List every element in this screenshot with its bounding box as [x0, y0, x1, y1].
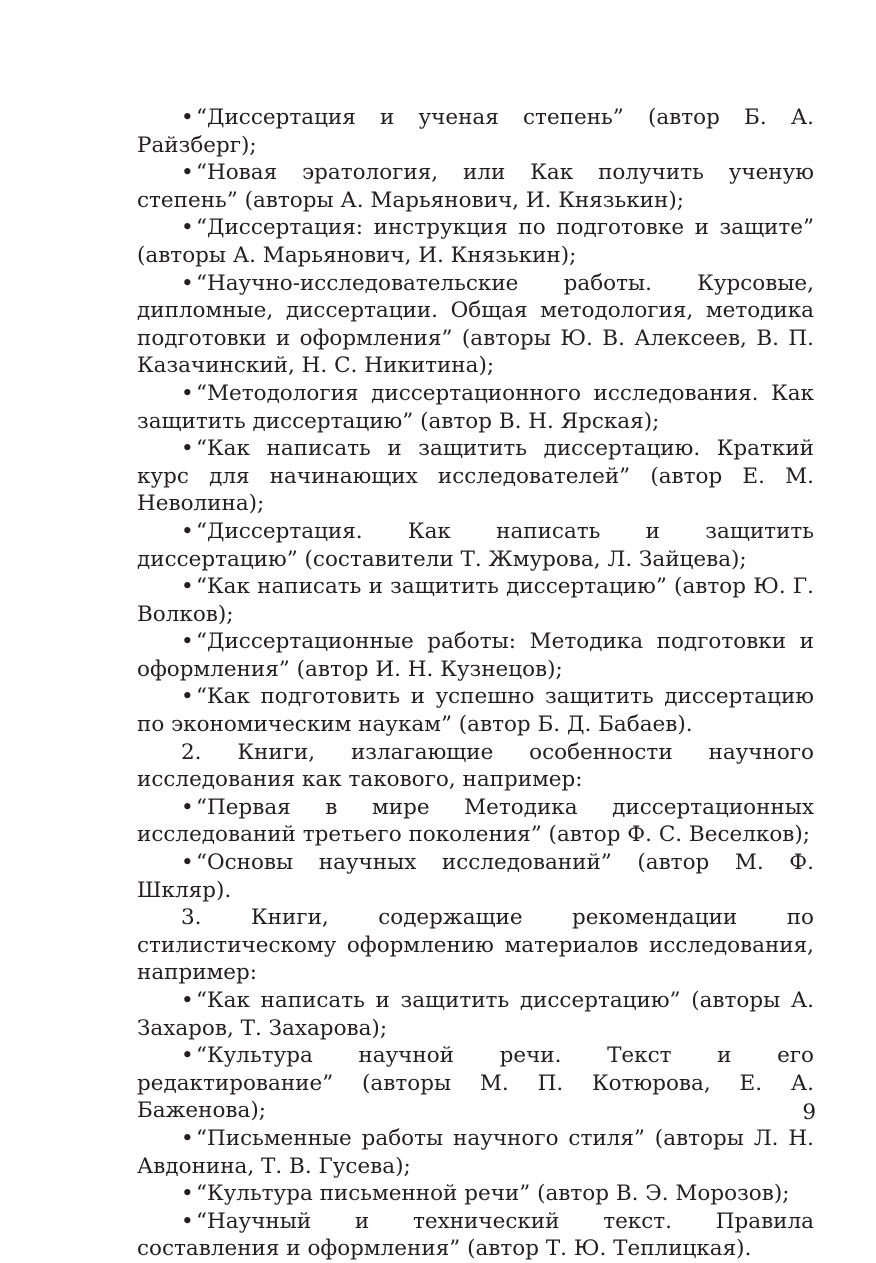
list-item [137, 104, 814, 159]
bullet-icon: • [181, 1125, 194, 1151]
list-item-text: “Диссертация: инструкция по подготовке и защите” (авторы А. Марьянович, И. Князькин); [137, 215, 814, 268]
bullet-icon: • [181, 518, 194, 544]
list-item-text: “Культура научной речи. Текст и его редактирование” (авторы М. П. Котюрова, Е. А. Баженова); [137, 1043, 814, 1124]
section-paragraph: 3. Книги, содержащие рекомендации по стилистическому оформлению материалов исследования, например: [137, 905, 814, 986]
list-item [137, 628, 814, 683]
bullet-icon: • [181, 105, 194, 130]
list-item-text: “Диссертация и ученая степень” (автор Б. А. Райзберг); [137, 105, 814, 158]
bullet-icon: • [181, 160, 194, 186]
bullet-icon: • [181, 629, 194, 655]
list-item [137, 159, 814, 214]
list-item [137, 270, 814, 380]
list-item-text: “Диссертационные работы: Методика подготовки и оформления” (автор И. Н. Кузнецов); [137, 629, 814, 682]
list-item [137, 794, 814, 849]
bullet-icon: • [181, 270, 194, 296]
list-item [137, 849, 814, 904]
list-item [137, 380, 814, 435]
list-item-text: “Как подготовить и успешно защитить диссертацию по экономическим наукам” (автор Б. Д. Бабаев). [137, 684, 814, 738]
list-item [137, 435, 814, 518]
list-item [137, 573, 814, 628]
list-item [137, 683, 814, 738]
list-item-text: “Как написать и защитить диссертацию. Краткий курс для начинающих исследователей” (автор Е. М. Неволина); [137, 436, 814, 517]
list-item-text: “Письменные работы научного стиля” (авторы Л. Н. Авдонина, Т. В. Гусева); [137, 1125, 814, 1179]
list-item [137, 1042, 814, 1125]
list-item-text: “Диссертация. Как написать и защитить диссертацию” (составители Т. Жмурова, Л. Зайцева); [137, 518, 814, 572]
page-number: 9 [802, 1100, 816, 1125]
bullet-icon: • [181, 1181, 194, 1207]
list-item-text: “Новая эратология, или Как получить ученую степень” (авторы А. Марьянович, И. Князькин); [137, 160, 814, 213]
list-item [137, 1180, 814, 1208]
bullet-icon: • [181, 574, 194, 600]
bullet-icon: • [181, 215, 194, 241]
list-item-text: “Культура письменной речи” (автор В. Э. Морозов); [196, 1181, 790, 1207]
page-body [137, 104, 814, 1263]
list-item [137, 1208, 814, 1263]
bullet-icon: • [181, 850, 194, 876]
list-item-text: “Научно-исследовательские работы. Курсовые, дипломные, диссертации. Общая методология, методика подготовки и оформления” (авторы Ю. В. Алексеев, В. П. Казачинский, Н. С. Никитина); [137, 270, 814, 379]
list-item [137, 214, 814, 269]
list-item [137, 1125, 814, 1180]
bullet-icon: • [181, 684, 194, 710]
bullet-icon: • [181, 380, 194, 406]
list-item-text: “Научный и технический текст. Правила составления и оформления” (автор Т. Ю. Теплицкая). [137, 1208, 814, 1262]
bullet-icon: • [181, 988, 194, 1013]
bullet-icon: • [181, 1043, 194, 1069]
list-item-text: “Основы научных исследований” (автор М. Ф. Шкляр). [137, 850, 814, 903]
bullet-icon: • [181, 794, 194, 820]
list-item-text: “Первая в мире Методика диссертационных исследований третьего поколения” (автор Ф. С. Веселков); [137, 794, 814, 848]
list-item [137, 987, 814, 1042]
list-item-text: “Как написать и защитить диссертацию” (авторы А. Захаров, Т. Захарова); [137, 988, 814, 1041]
bullet-icon: • [181, 1208, 194, 1234]
list-item-text: “Методология диссертационного исследования. Как защитить диссертацию” (автор В. Н. Ярская); [137, 380, 814, 434]
list-item [137, 518, 814, 573]
bullet-icon: • [181, 436, 194, 462]
list-item-text: “Как написать и защитить диссертацию” (автор Ю. Г. Волков); [137, 574, 814, 627]
section-paragraph: 2. Книги, излагающие особенности научного исследования как такового, например: [137, 739, 814, 793]
